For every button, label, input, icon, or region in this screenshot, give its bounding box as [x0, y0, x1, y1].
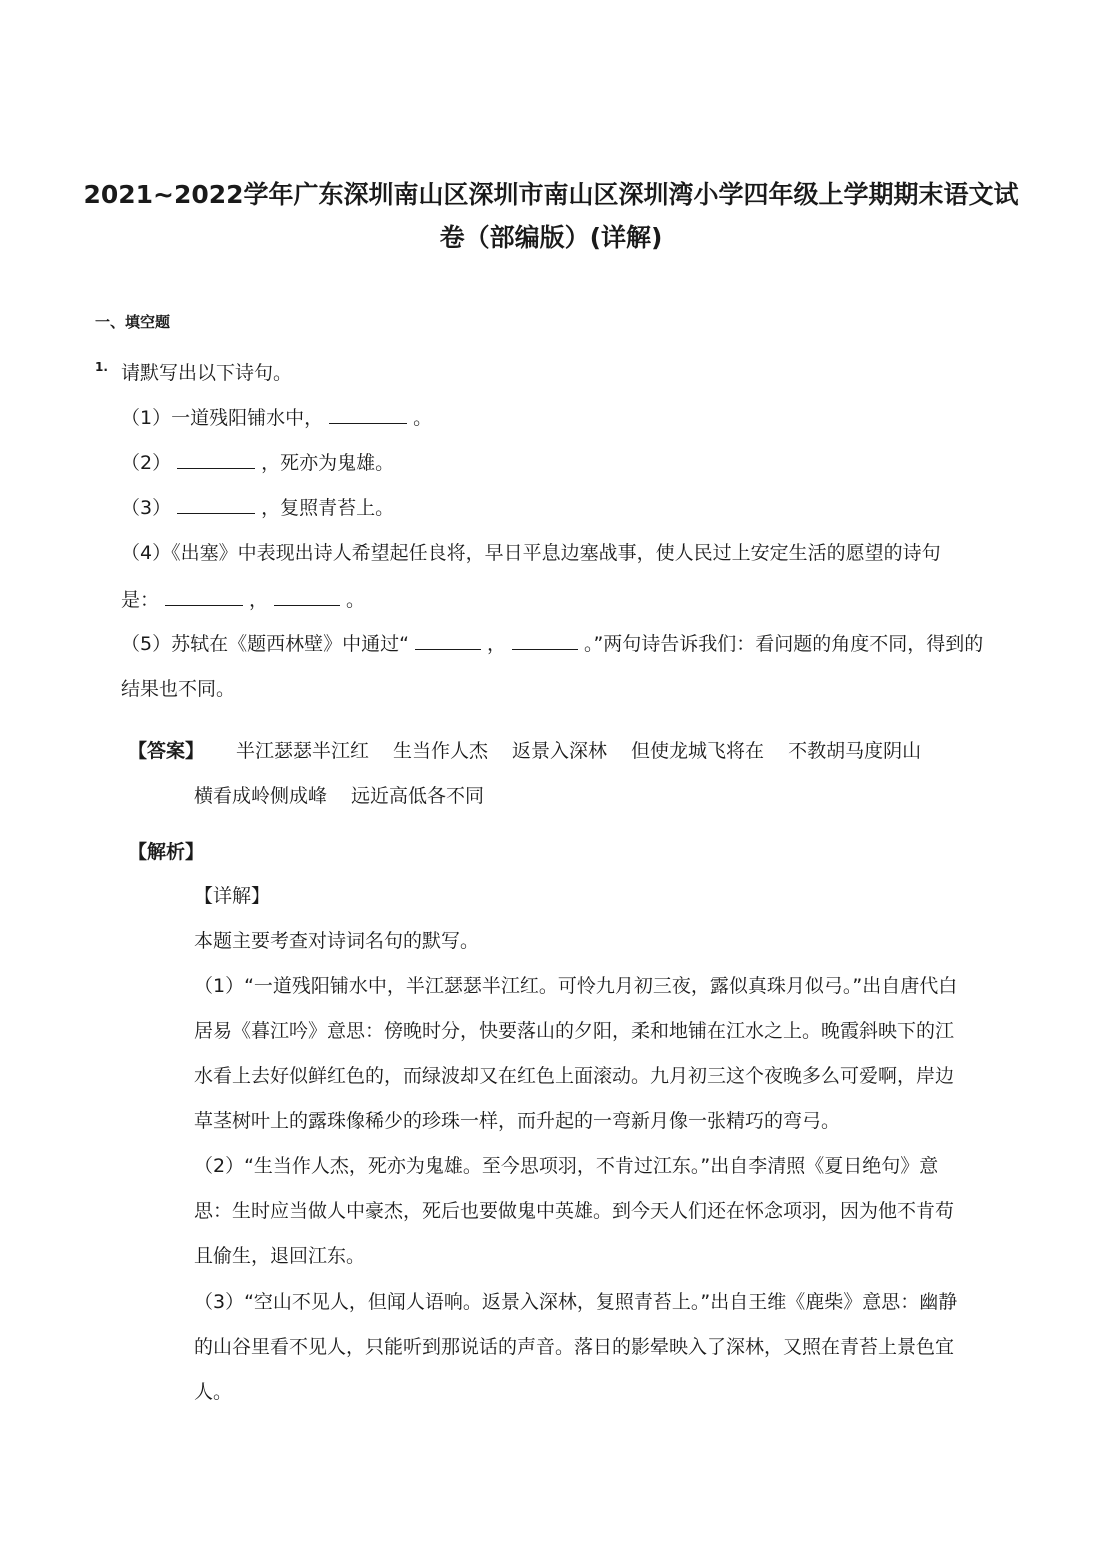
answer-item: 但使龙城飞将在	[631, 740, 765, 762]
document-title	[60, 173, 1042, 259]
analysis-line: 人。	[194, 1381, 233, 1403]
answer-item: 生当作人杰	[393, 740, 489, 762]
item-5-mid: ，	[486, 633, 506, 655]
item-1-text: （1）一道残阳铺水中，	[121, 407, 324, 429]
question-item-4-line-2	[121, 585, 365, 615]
analysis-line: 水看上去好似鲜红色的，而绿波却又在红色上面滚动。九月初三这个夜晚多么可爱啊，岸边	[194, 1065, 955, 1087]
title-line-1: 2021~2022学年广东深圳南山区深圳市南山区深圳湾小学四年级上学期期末语文试	[83, 180, 1019, 209]
question-item-2	[121, 448, 394, 478]
analysis-label: 【解析】	[128, 841, 205, 863]
answer-row-2	[194, 781, 484, 811]
item-3-end: ，复照青苔上。	[261, 497, 395, 519]
item-2-end: ，死亦为鬼雄。	[261, 452, 395, 474]
item-1-end: 。	[413, 407, 433, 429]
question-prompt: 请默写出以下诗句。	[121, 362, 293, 384]
question-number: 1.	[95, 360, 108, 374]
analysis-line: 的山谷里看不见人，只能听到那说话的声音。落日的影晕映入了深林，又照在青苔上景色宜	[194, 1336, 955, 1358]
item-4-mid: ，	[249, 589, 269, 611]
answer-label: 【答案】	[128, 740, 205, 762]
answer-item: 不教胡马度阴山	[788, 740, 922, 762]
analysis-line: 本题主要考查对诗词名句的默写。	[194, 930, 480, 952]
analysis-line: 且偷生，退回江东。	[194, 1245, 366, 1267]
question-item-5-line-1	[121, 629, 983, 659]
analysis-line: （1）“一道残阳铺水中，半江瑟瑟半江红。可怜九月初三夜，露似真珠月似弓。”出自唐代白	[194, 975, 958, 997]
answer-item: 远近高低各不同	[351, 785, 485, 807]
analysis-line: （2）“生当作人杰，死亦为鬼雄。至今思项羽，不肯过江东。”出自李清照《夏日绝句》意	[194, 1155, 939, 1177]
answer-blank[interactable]	[177, 467, 255, 469]
question-item-5-line-2: 结果也不同。	[121, 678, 236, 700]
answer-blank[interactable]	[415, 648, 481, 650]
answer-blank[interactable]	[329, 422, 407, 424]
analysis-line: （3）“空山不见人，但闻人语响。返景入深林，复照青苔上。”出自王维《鹿柴》意思：幽静	[194, 1291, 958, 1313]
item-2-text: （2）	[121, 452, 172, 474]
answer-blank[interactable]	[177, 512, 255, 514]
section-heading: 一、填空题	[95, 313, 171, 331]
analysis-line: 思：生时应当做人中豪杰，死后也要做鬼中英雄。到今天人们还在怀念项羽，因为他不肯苟	[194, 1200, 955, 1222]
answer-blank[interactable]	[512, 648, 578, 650]
analysis-line: 居易《暮江吟》意思：傍晚时分，快要落山的夕阳，柔和地铺在江水之上。晚霞斜映下的江	[194, 1020, 955, 1042]
item-5-end: 。”两句诗告诉我们：看问题的角度不同，得到的	[583, 633, 984, 655]
question-item-4-line-1: （4）《出塞》中表现出诗人希望起任良将，早日平息边塞战事，使人民过上安定生活的愿望的诗句	[121, 542, 941, 564]
analysis-line: 草茎树叶上的露珠像稀少的珍珠一样，而升起的一弯新月像一张精巧的弯弓。	[194, 1110, 841, 1132]
question-item-3	[121, 493, 394, 523]
title-line-2: 卷（部编版）(详解)	[439, 223, 663, 252]
item-4-end: 。	[346, 589, 366, 611]
answer-blank[interactable]	[165, 604, 243, 606]
item-5-text: （5）苏轼在《题西林壁》中通过“	[121, 633, 409, 655]
question-item-1	[121, 403, 432, 433]
answer-item: 返景入深林	[512, 740, 608, 762]
answer-item: 横看成岭侧成峰	[194, 785, 328, 807]
answer-blank[interactable]	[274, 604, 340, 606]
item-3-text: （3）	[121, 497, 172, 519]
item-4-text: 是：	[121, 589, 160, 611]
answer-row-1	[236, 736, 921, 766]
answer-item: 半江瑟瑟半江红	[236, 740, 370, 762]
detail-label: 【详解】	[194, 885, 271, 907]
